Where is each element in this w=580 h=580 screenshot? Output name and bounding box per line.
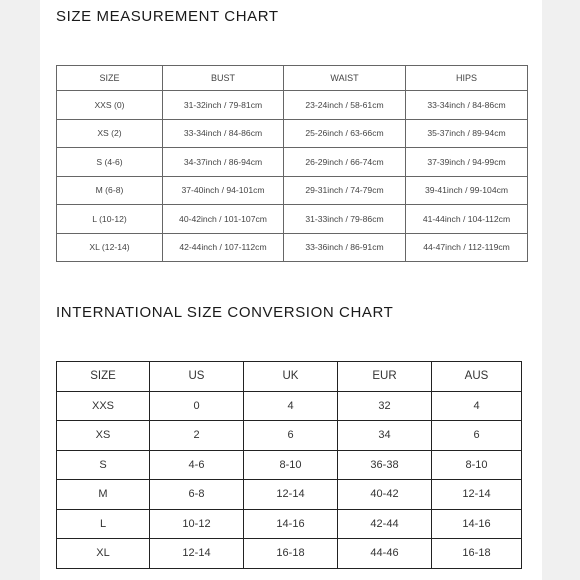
table-cell: 42-44	[338, 509, 432, 539]
column-header: US	[150, 362, 244, 392]
column-header: WAIST	[284, 66, 406, 91]
table-row	[57, 539, 522, 569]
table-cell: L	[57, 509, 150, 539]
table-row	[57, 91, 528, 120]
size-chart-page	[40, 0, 542, 580]
table-cell: 32	[338, 391, 432, 421]
table-cell: 39-41inch / 99-104cm	[406, 176, 528, 205]
table-cell: 14-16	[244, 509, 338, 539]
size-measurement-table	[56, 65, 528, 262]
table-header-row	[57, 362, 522, 392]
table-cell: 36-38	[338, 450, 432, 480]
table-cell: XL (12-14)	[57, 233, 163, 262]
table-cell: XS	[57, 421, 150, 451]
table-cell: 12-14	[432, 480, 522, 510]
table-cell: 41-44inch / 104-112cm	[406, 205, 528, 234]
table-row	[57, 176, 528, 205]
table-cell: 23-24inch / 58-61cm	[284, 91, 406, 120]
column-header: SIZE	[57, 362, 150, 392]
table-cell: 16-18	[432, 539, 522, 569]
table-cell: XXS (0)	[57, 91, 163, 120]
table-cell: 4-6	[150, 450, 244, 480]
table-row	[57, 421, 522, 451]
table-cell: 8-10	[432, 450, 522, 480]
table-cell: XL	[57, 539, 150, 569]
table-row	[57, 391, 522, 421]
table-row	[57, 119, 528, 148]
table-cell: 29-31inch / 74-79cm	[284, 176, 406, 205]
table-row	[57, 450, 522, 480]
table-cell: 6	[432, 421, 522, 451]
table-cell: 37-40inch / 94-101cm	[163, 176, 284, 205]
table-cell: 42-44inch / 107-112cm	[163, 233, 284, 262]
table-cell: XS (2)	[57, 119, 163, 148]
table-row	[57, 509, 522, 539]
table-cell: S (4-6)	[57, 148, 163, 177]
measurement-chart-title: SIZE MEASUREMENT CHART	[56, 8, 279, 25]
table-cell: 6-8	[150, 480, 244, 510]
table-cell: 31-32inch / 79-81cm	[163, 91, 284, 120]
table-cell: 37-39inch / 94-99cm	[406, 148, 528, 177]
table-cell: 6	[244, 421, 338, 451]
column-header: BUST	[163, 66, 284, 91]
column-header: UK	[244, 362, 338, 392]
table-row	[57, 148, 528, 177]
table-cell: 34	[338, 421, 432, 451]
column-header: EUR	[338, 362, 432, 392]
table-cell: 35-37inch / 89-94cm	[406, 119, 528, 148]
table-row	[57, 480, 522, 510]
table-cell: 40-42	[338, 480, 432, 510]
column-header: HIPS	[406, 66, 528, 91]
table-cell: S	[57, 450, 150, 480]
table-cell: 26-29inch / 66-74cm	[284, 148, 406, 177]
table-cell: 2	[150, 421, 244, 451]
table-cell: 44-46	[338, 539, 432, 569]
table-cell: 16-18	[244, 539, 338, 569]
table-cell: M (6-8)	[57, 176, 163, 205]
conversion-chart-title: INTERNATIONAL SIZE CONVERSION CHART	[56, 304, 394, 321]
table-cell: 4	[432, 391, 522, 421]
table-cell: 33-36inch / 86-91cm	[284, 233, 406, 262]
table-cell: 44-47inch / 112-119cm	[406, 233, 528, 262]
table-cell: 40-42inch / 101-107cm	[163, 205, 284, 234]
table-cell: L (10-12)	[57, 205, 163, 234]
table-cell: 14-16	[432, 509, 522, 539]
table-cell: 8-10	[244, 450, 338, 480]
table-cell: 12-14	[150, 539, 244, 569]
table-cell: 10-12	[150, 509, 244, 539]
table-cell: 0	[150, 391, 244, 421]
table-cell: M	[57, 480, 150, 510]
table-cell: 4	[244, 391, 338, 421]
table-cell: 33-34inch / 84-86cm	[163, 119, 284, 148]
table-cell: 31-33inch / 79-86cm	[284, 205, 406, 234]
table-cell: XXS	[57, 391, 150, 421]
table-cell: 34-37inch / 86-94cm	[163, 148, 284, 177]
table-cell: 12-14	[244, 480, 338, 510]
table-cell: 25-26inch / 63-66cm	[284, 119, 406, 148]
table-cell: 33-34inch / 84-86cm	[406, 91, 528, 120]
column-header: SIZE	[57, 66, 163, 91]
table-row	[57, 205, 528, 234]
size-conversion-table	[56, 361, 522, 569]
column-header: AUS	[432, 362, 522, 392]
table-header-row	[57, 66, 528, 91]
table-row	[57, 233, 528, 262]
